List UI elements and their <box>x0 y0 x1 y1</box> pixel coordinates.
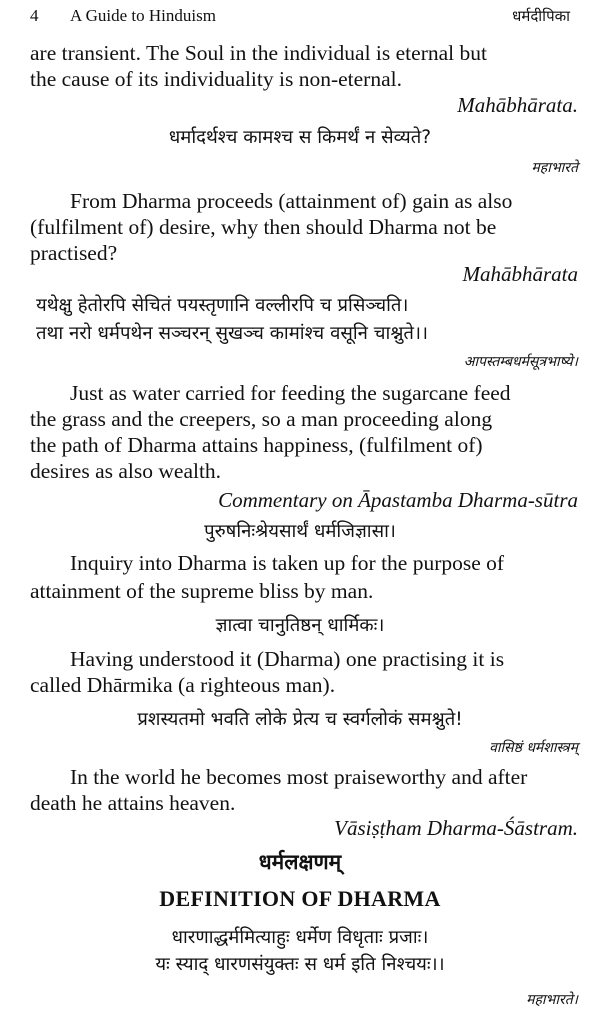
attribution: Mahābhārata <box>462 262 578 286</box>
sanskrit-attribution: महाभारते <box>531 160 578 176</box>
text-line: From Dharma proceeds (attainment of) gain as also <box>70 189 513 213</box>
sanskrit-verse: प्रशस्यतमो भवति लोके प्रेत्य च स्वर्गलोकं समश्नुते! <box>137 709 463 730</box>
text-line: desires as also wealth. <box>30 459 222 483</box>
sanskrit-verse: ज्ञात्वा चानुतिष्ठन् धार्मिकः। <box>215 615 385 636</box>
section-heading: DEFINITION OF DHARMA <box>159 886 441 911</box>
sanskrit-verse: पुरुषनिःश्रेयसार्थं धर्मजिज्ञासा। <box>204 521 396 542</box>
text-line: Inquiry into Dharma is taken up for the purpose of <box>70 551 505 575</box>
text-line: Just as water carried for feeding the sugarcane feed <box>70 381 511 405</box>
text-line: the path of Dharma attains happiness, (fulfilment of) <box>30 433 483 457</box>
sanskrit-heading: धर्मलक्षणम् <box>258 850 342 874</box>
attribution: Vāsiṣṭham Dharma-Śāstram. <box>334 816 578 840</box>
sanskrit-verse: यः स्याद् धारणसंयुक्तः स धर्म इति निश्चयः।। <box>155 954 445 975</box>
sanskrit-verse: यथेक्षु हेतोरपि सेचितं पयस्तृणानि वल्लीरपि च प्रसिञ्चति। <box>36 295 409 316</box>
sanskrit-verse: धर्मादर्थश्च कामश्च स किमर्थं न सेव्यते? <box>168 127 432 148</box>
text-line: the grass and the creepers, so a man proceeding along <box>30 407 493 431</box>
book-title: A Guide to Hinduism <box>70 6 216 25</box>
text-line: the cause of its individuality is non-eternal. <box>30 67 402 91</box>
text-line: attainment of the supreme bliss by man. <box>30 579 374 603</box>
attribution: Mahābhārata. <box>457 93 578 117</box>
text-line: Having understood it (Dharma) one practising it is <box>70 647 505 671</box>
sanskrit-attribution: महाभारते। <box>526 992 578 1008</box>
sanskrit-attribution: वासिष्ठं धर्मशास्त्रम् <box>489 740 578 756</box>
section-title: धर्मदीपिका <box>512 7 570 25</box>
text-line: death he attains heaven. <box>30 791 236 815</box>
text-line: are transient. The Soul in the individual is eternal but <box>30 41 487 65</box>
text-line: (fulfilment of) desire, why then should Dharma not be <box>30 215 497 239</box>
sanskrit-verse: धारणाद्धर्ममित्याहुः धर्मेण विधृताः प्रजाः। <box>171 927 429 948</box>
text-line: In the world he becomes most praiseworthy and after <box>70 765 528 789</box>
sanskrit-verse: तथा नरो धर्मपथेन सञ्चरन् सुखञ्च कामांश्च वसूनि चाश्नुते।। <box>36 323 428 344</box>
text-line: practised? <box>30 241 118 265</box>
attribution: Commentary on Āpastamba Dharma-sūtra <box>218 488 578 512</box>
sanskrit-attribution: आपस्तम्बधर्मसूत्रभाष्ये। <box>463 354 578 370</box>
page-number: 4 <box>30 6 39 25</box>
text-line: called Dhārmika (a righteous man). <box>30 673 336 697</box>
